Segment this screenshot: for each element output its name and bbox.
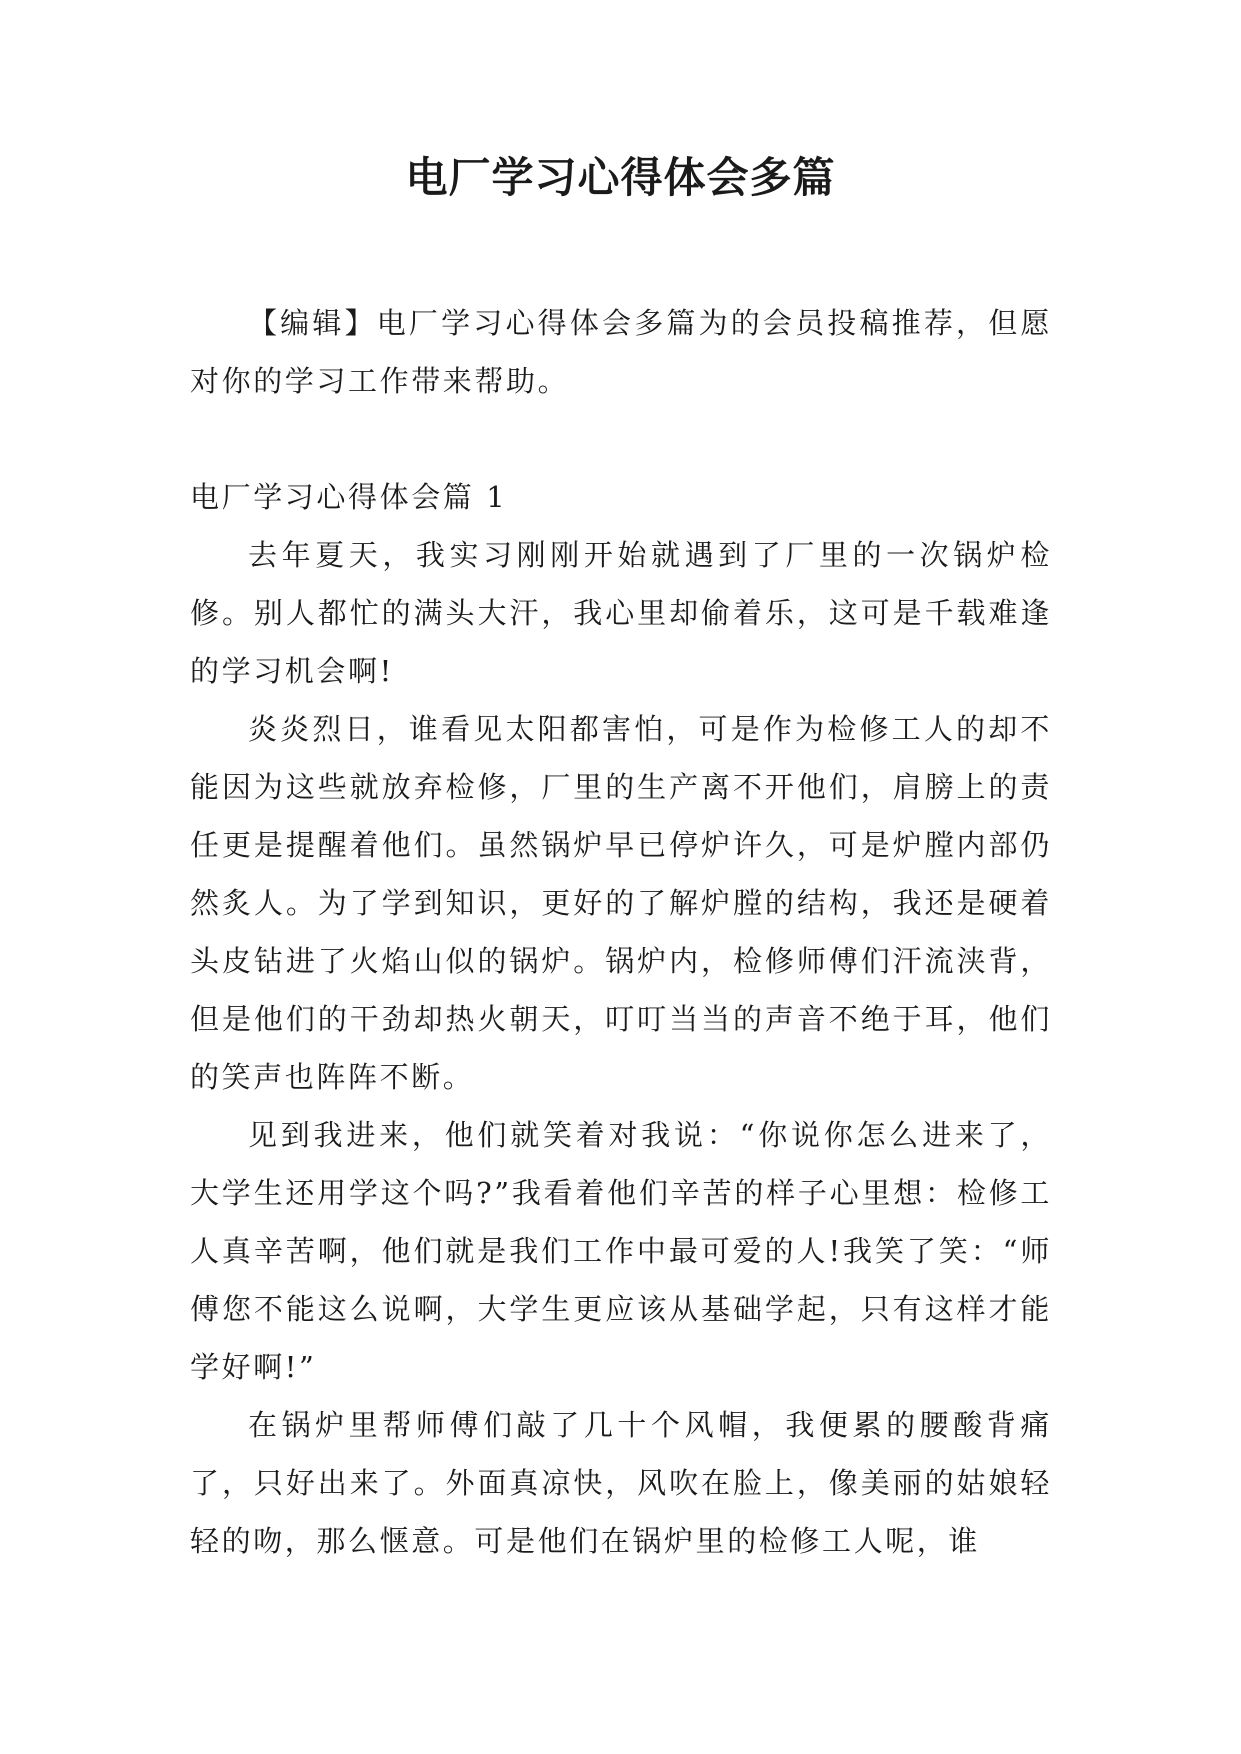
body-paragraph-4: 在锅炉里帮师傅们敲了几十个风帽，我便累的腰酸背痛了，只好出来了。外面真凉快，风吹在脸上，像美丽的姑娘轻轻的吻，那么惬意。可是他们在锅炉里的检修工人呢，谁 (190, 1408, 1052, 1558)
body-paragraph-1: 去年夏天，我实习刚刚开始就遇到了厂里的一次锅炉检修。别人都忙的满头大汗，我心里却偷着乐，这可是千载难逢的学习机会啊! (190, 538, 1052, 688)
document-title: 电厂学习心得体会多篇 (405, 153, 836, 202)
document-body (190, 294, 1052, 1570)
body-paragraph-2: 炎炎烈日，谁看见太阳都害怕，可是作为检修工人的却不能因为这些就放弃检修，厂里的生产离不开他们，肩膀上的责任更是提醒着他们。虽然锅炉早已停炉许久，可是炉膛内部仍然炙人。为了学到知识，更好的了解炉膛的结构，我还是硬着头皮钻进了火焰山似的锅炉。锅炉内，检修师傅们汗流浃背，但是他们的干劲却热火朝天，叮叮当当的声音不绝于耳，他们的笑声也阵阵不断。 (190, 712, 1052, 1094)
intro-paragraph: 【编辑】电厂学习心得体会多篇为的会员投稿推荐，但愿对你的学习工作带来帮助。 (190, 306, 1052, 398)
section-heading: 电厂学习心得体会篇 1 (190, 480, 508, 514)
body-paragraph-3: 见到我进来，他们就笑着对我说：“你说你怎么进来了，大学生还用学这个吗?”我看着他们辛苦的样子心里想：检修工人真辛苦啊，他们就是我们工作中最可爱的人!我笑了笑：“师傅您不能这么说啊，大学生更应该从基础学起，只有这样才能学好啊!” (190, 1118, 1052, 1384)
